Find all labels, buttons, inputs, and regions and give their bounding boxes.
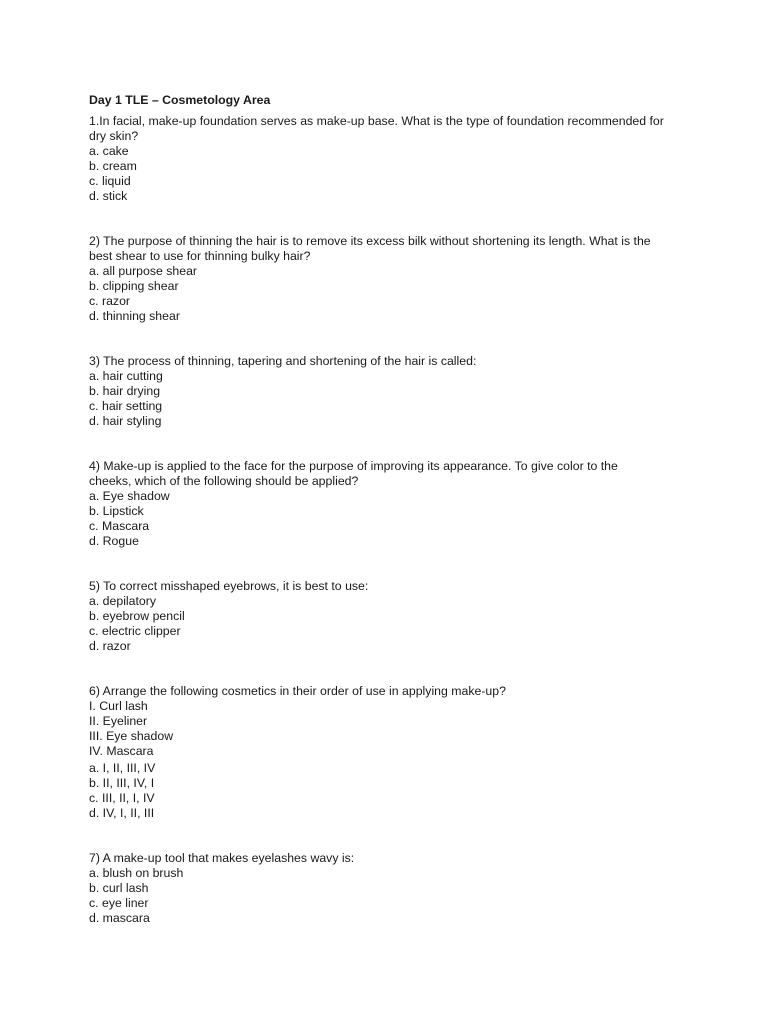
choice-a: a. depilatory [89, 594, 156, 608]
question-stem-line: 4) Make-up is applied to the face for the purpose of improving its appearance. To give color to the [89, 459, 618, 473]
question-stem-line: 6) Arrange the following cosmetics in their order of use in applying make-up? [89, 684, 506, 698]
list-item-4: IV. Mascara [89, 744, 154, 758]
list-item-2: II. Eyeliner [89, 714, 148, 728]
document-title: Day 1 TLE – Cosmetology Area [89, 93, 271, 107]
choice-a: a. cake [89, 144, 129, 158]
choice-a: a. blush on brush [89, 866, 184, 880]
list-item-1: I. Curl lash [89, 699, 148, 713]
question-stem-line: 7) A make-up tool that makes eyelashes wavy is: [89, 851, 355, 865]
choice-c: c. hair setting [89, 399, 163, 413]
choice-b: b. II, III, IV, I [89, 776, 155, 790]
question-2 [89, 234, 689, 324]
question-3 [89, 354, 689, 429]
choice-c: c. razor [89, 294, 130, 308]
choice-c: c. electric clipper [89, 624, 181, 638]
choice-d: d. IV, I, II, III [89, 806, 155, 820]
choice-b: b. eyebrow pencil [89, 609, 185, 623]
choice-b: b. hair drying [89, 384, 161, 398]
choice-b: b. Lipstick [89, 504, 144, 518]
choice-d: d. razor [89, 639, 131, 653]
choice-b: b. curl lash [89, 881, 149, 895]
choice-c: c. Mascara [89, 519, 150, 533]
choice-a: a. Eye shadow [89, 489, 170, 503]
question-stem-line: 3) The process of thinning, tapering and shortening of the hair is called: [89, 354, 477, 368]
choice-c: c. III, II, I, IV [89, 791, 155, 805]
choice-a: a. I, II, III, IV [89, 761, 156, 775]
question-6 [89, 684, 689, 821]
question-stem-line: dry skin? [89, 129, 139, 143]
document-page [89, 93, 689, 926]
choice-b: b. cream [89, 159, 137, 173]
question-stem-line: cheeks, which of the following should be applied? [89, 474, 359, 488]
question-stem-line: best shear to use for thinning bulky hair? [89, 249, 311, 263]
choice-a: a. hair cutting [89, 369, 163, 383]
choice-d: d. hair styling [89, 414, 162, 428]
choice-b: b. clipping shear [89, 279, 179, 293]
question-stem-line: 1.In facial, make-up foundation serves as make-up base. What is the type of foundation recommended for [89, 114, 664, 128]
choice-d: d. mascara [89, 911, 150, 925]
choice-c: c. liquid [89, 174, 131, 188]
choice-d: d. thinning shear [89, 309, 180, 323]
question-4 [89, 459, 689, 549]
choice-a: a. all purpose shear [89, 264, 198, 278]
question-stem-line: 5) To correct misshaped eyebrows, it is best to use: [89, 579, 369, 593]
question-7 [89, 851, 689, 926]
choice-d: d. stick [89, 189, 128, 203]
question-1 [89, 114, 689, 204]
choice-c: c. eye liner [89, 896, 149, 910]
choice-d: d. Rogue [89, 534, 139, 548]
question-5 [89, 579, 689, 654]
list-item-3: III. Eye shadow [89, 729, 174, 743]
question-stem-line: 2) The purpose of thinning the hair is to remove its excess bilk without shortening its length. What is the [89, 234, 651, 248]
